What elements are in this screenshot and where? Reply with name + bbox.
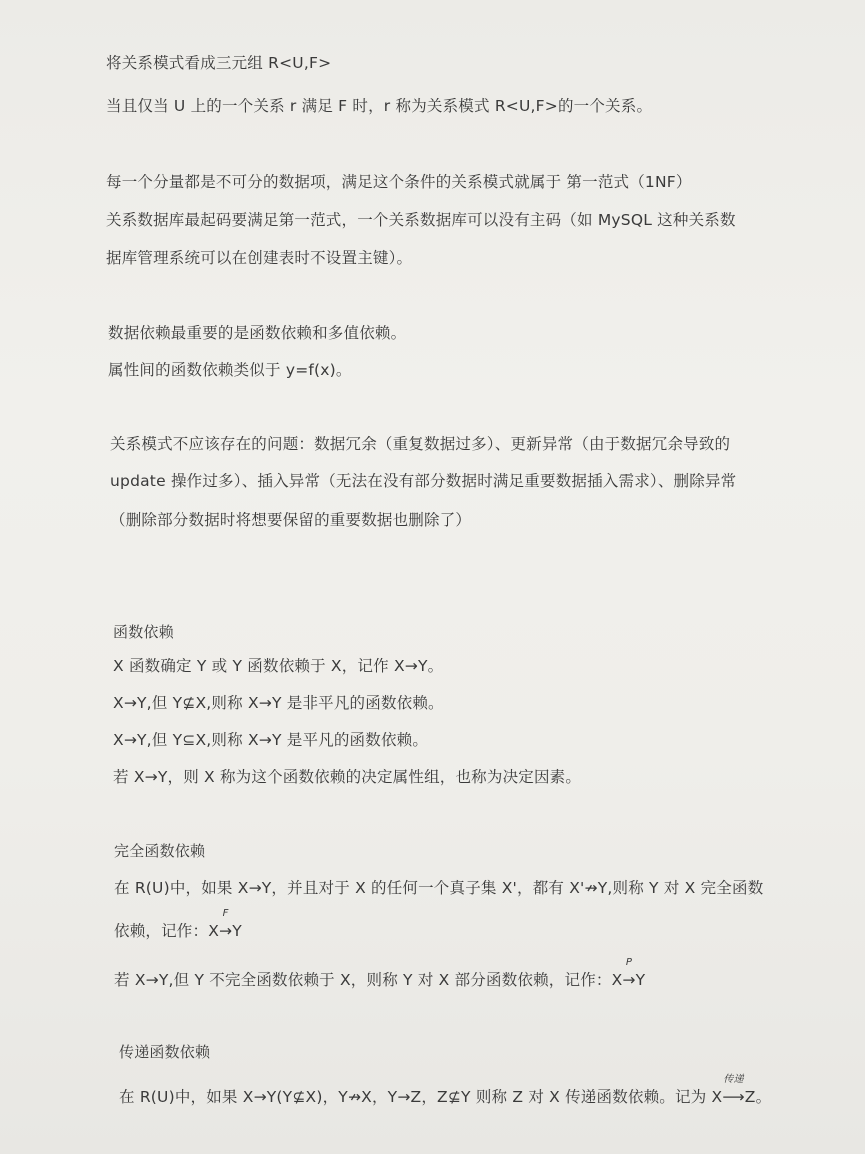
text-line: 关系模式不应该存在的问题：数据冗余（重复数据过多）、更新异常（由于数据冗余导致的 [110,435,731,453]
text-line: X→Y,但 Y⊆X,则称 X→Y 是平凡的函数依赖。 [113,731,429,749]
text-line: 据库管理系统可以在创建表时不设置主键）。 [106,249,413,267]
text-span: 在 R(U)中，如果 X→Y(Y⊈X)，Y↛X，Y→Z，Z⊈Y 则称 Z 对 X 传递函数依赖。记为 X [119,1088,723,1106]
section-heading: 传递函数依赖 [119,1043,211,1061]
section-heading: 完全函数依赖 [114,842,206,860]
text-line: 若 X→Y，则 X 称为这个函数依赖的决定属性组，也称为决定因素。 [113,768,582,786]
text-line: X 函数确定 Y 或 Y 函数依赖于 X，记作 X→Y。 [113,657,444,675]
arrow-icon: → [219,922,233,940]
arrow-icon: ⟶ [722,1088,745,1106]
text-span: Z。 [744,1088,772,1106]
full-dependency-arrow [219,908,233,941]
text-span: 若 X→Y,但 Y 不完全函数依赖于 X，则称 Y 对 X 部分函数依赖，记作：X [114,971,623,989]
text-line: 数据依赖最重要的是函数依赖和多值依赖。 [108,324,407,342]
text-span: Y [635,971,646,989]
arrow-label: 传递 [723,1074,744,1085]
text-line: 当且仅当 U 上的一个关系 r 满足 F 时，r 称为关系模式 R<U,F>的一个关系。 [106,97,653,115]
text-line: 关系数据库最起码要满足第一范式，一个关系数据库可以没有主码（如 MySQL 这种关系数 [106,211,736,229]
text-span: 依赖，记作：X [114,922,220,940]
arrow-icon: → [622,971,636,989]
text-line: 属性间的函数依赖类似于 y=f(x)。 [108,361,352,379]
arrow-label: P [625,957,633,968]
text-line: （删除部分数据时将想要保留的重要数据也删除了） [110,511,472,529]
text-line: update 操作过多）、插入异常（无法在没有部分数据时满足重要数据插入需求）、删除异常 [110,472,737,490]
partial-dependency-arrow [622,957,636,990]
section-heading: 函数依赖 [113,623,174,641]
transitive-dependency-arrow [722,1074,745,1107]
text-line: 每一个分量都是不可分的数据项，满足这个条件的关系模式就属于 第一范式（1NF） [106,173,692,191]
text-line: X→Y,但 Y⊈X,则称 X→Y 是非平凡的函数依赖。 [113,694,444,712]
notation-line [114,908,242,941]
notation-line [119,1074,772,1107]
arrow-label: F [222,908,229,919]
text-line: 将关系模式看成三元组 R<U,F> [106,54,332,72]
notation-line [114,957,646,990]
text-line: 在 R(U)中，如果 X→Y，并且对于 X 的任何一个真子集 X'，都有 X'↛Y,则称 Y 对 X 完全函数 [114,879,764,897]
text-span: Y [232,922,242,940]
